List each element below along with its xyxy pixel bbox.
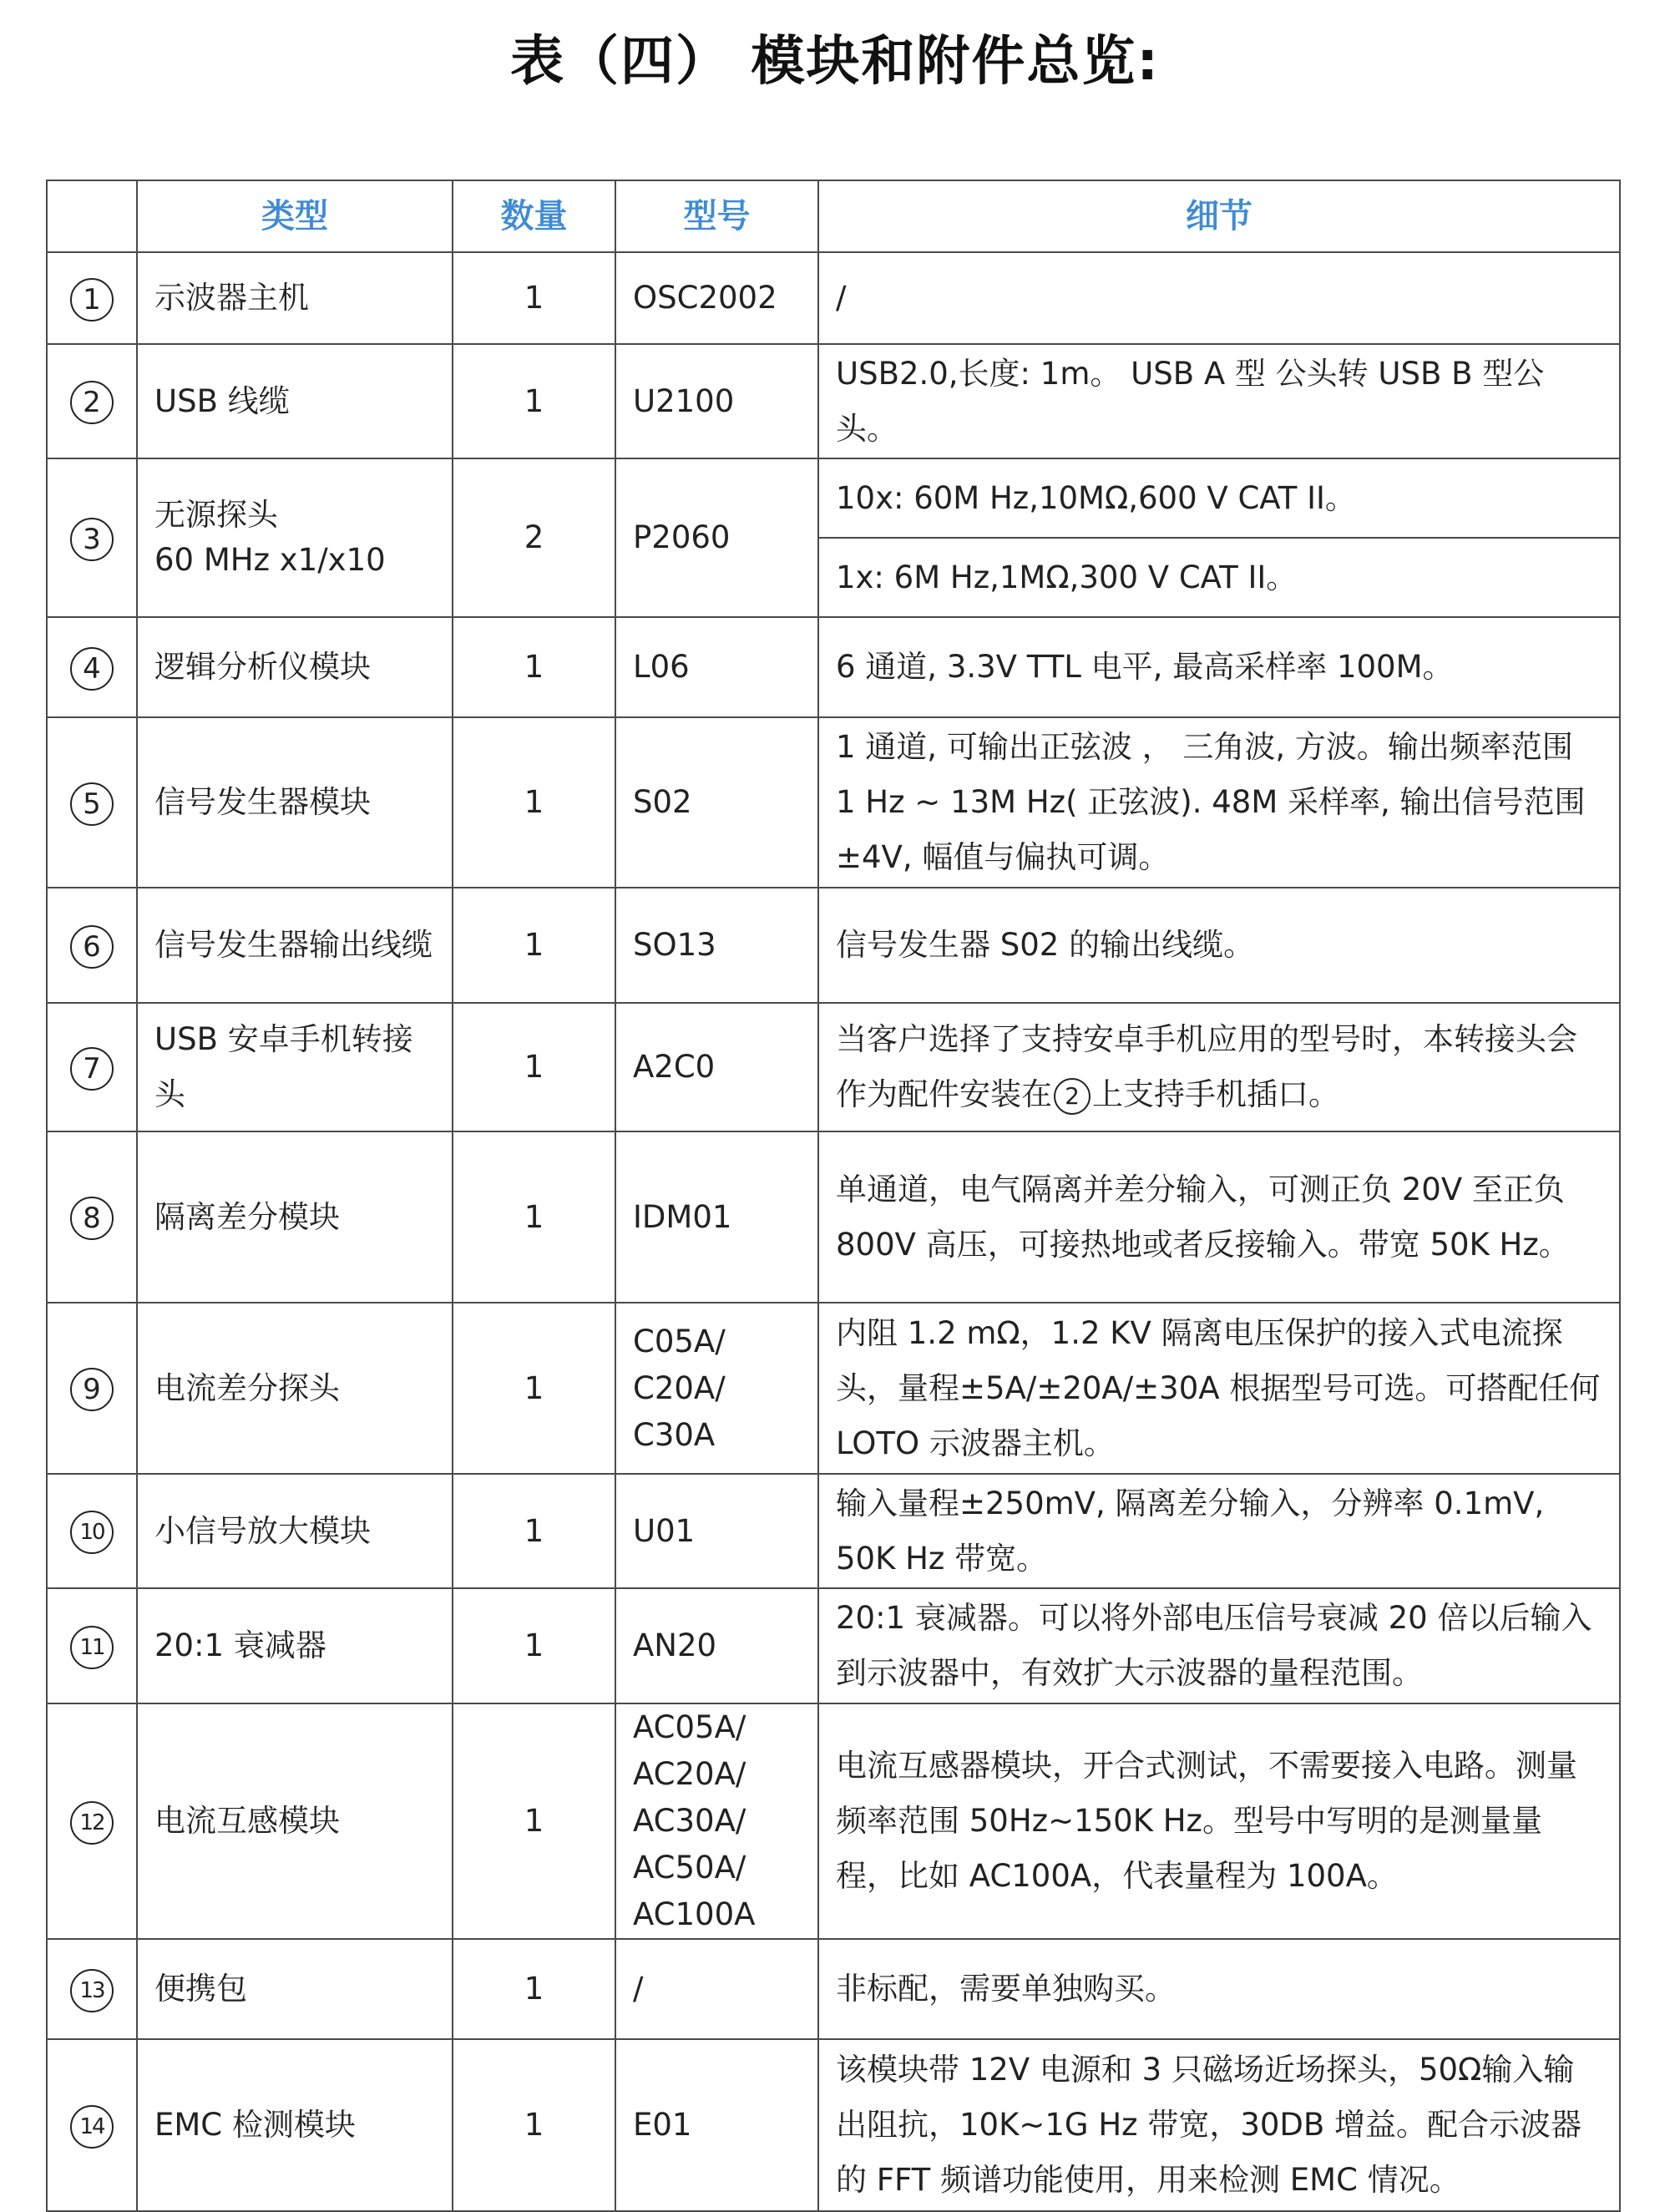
cell-type: 电流互感模块 [137,1703,453,1939]
cell-qty: 1 [453,252,615,344]
row-number: 2 [70,381,114,424]
cell-detail: 单通道，电气隔离并差分输入，可测正负 20V 至正负 800V 高压，可接热地或者反接输入。带宽 50K Hz。 [818,1131,1620,1303]
row-number: 7 [70,1047,114,1091]
cell-type: 信号发生器输出线缆 [137,888,453,1003]
table-row [47,344,1620,458]
cell-qty: 1 [453,617,615,717]
model-line: AC05A/ [633,1709,746,1745]
cell-type: 隔离差分模块 [137,1131,453,1303]
cell-detail: / [818,252,1620,344]
cell-qty: 2 [453,458,615,617]
cell-qty: 1 [453,344,615,458]
row-number: 4 [70,647,114,691]
table-row [47,252,1620,344]
cell-detail: 10x: 60M Hz,10MΩ,600 V CAT II。 [818,458,1620,538]
cell-type: 便携包 [137,1939,453,2039]
cell-type: 逻辑分析仪模块 [137,617,453,717]
cell-type: 20:1 衰减器 [137,1588,453,1703]
table-row [47,1131,1620,1303]
table-row [47,1474,1620,1588]
cell-model: IDM01 [615,1131,818,1303]
header-model: 型号 [615,180,818,252]
cell-detail: 1x: 6M Hz,1MΩ,300 V CAT II。 [818,538,1620,617]
cell-detail [818,1003,1620,1131]
cell-qty: 1 [453,1131,615,1303]
model-line: AC30A/ [633,1803,746,1839]
model-line: C30A [633,1416,716,1453]
cell-type [137,458,453,617]
cell-detail: 输入量程±250mV, 隔离差分输入，分辨率 0.1mV, 50K Hz 带宽。 [818,1474,1620,1588]
cell-type: EMC 检测模块 [137,2039,453,2211]
cell-model: P2060 [615,458,818,617]
table-row [47,888,1620,1003]
ref-number: 2 [1054,1078,1091,1115]
cell-detail: 20:1 衰减器。可以将外部电压信号衰减 20 倍以后输入到示波器中，有效扩大示波器的量程范围。 [818,1588,1620,1703]
header-num [47,180,137,252]
cell-detail: 电流互感器模块，开合式测试，不需要接入电路。测量频率范围 50Hz~150K Hz。型号中写明的是测量量程，比如 AC100A，代表量程为 100A。 [818,1703,1620,1939]
cell-qty: 1 [453,1939,615,2039]
cell-detail: USB2.0,长度: 1m。 USB A 型 公头转 USB B 型公头。 [818,344,1620,458]
cell-model: / [615,1939,818,2039]
row-number: 11 [70,1626,114,1669]
page-title: 表（四） 模块和附件总览: [510,31,1160,93]
table-row [47,1003,1620,1131]
cell-model: AN20 [615,1588,818,1703]
cell-type-line: 60 MHz x1/x10 [154,542,386,578]
cell-model: OSC2002 [615,252,818,344]
detail-text: 上支持手机插口。 [1092,1076,1339,1112]
cell-qty: 1 [453,888,615,1003]
cell-qty: 1 [453,1474,615,1588]
detail-text: 当客户选择了支持安卓手机应用的型号时，本转接头会作为配件安装在 [836,1021,1577,1112]
cell-model: S02 [615,717,818,888]
cell-detail: 1 通道, 可输出正弦波 ， 三角波, 方波。输出频率范围 1 Hz ~ 13M Hz( 正弦波). 48M 采样率, 输出信号范围±4V, 幅值与偏执可调。 [818,717,1620,888]
row-number: 12 [70,1801,114,1845]
row-number: 13 [70,1969,114,2012]
table-row [47,617,1620,717]
cell-model: L06 [615,617,818,717]
model-line: AC50A/ [633,1850,746,1886]
cell-detail: 6 通道, 3.3V TTL 电平, 最高采样率 100M。 [818,617,1620,717]
header-detail: 细节 [818,180,1620,252]
model-line: AC100A [633,1896,756,1932]
table-row [47,2039,1620,2211]
cell-model: U2100 [615,344,818,458]
table-row [47,1939,1620,2039]
cell-type: 电流差分探头 [137,1303,453,1474]
table-row [47,717,1620,888]
cell-model: E01 [615,2039,818,2211]
row-number: 9 [70,1368,114,1411]
row-number: 5 [70,782,114,826]
cell-model: SO13 [615,888,818,1003]
cell-detail: 内阻 1.2 mΩ，1.2 KV 隔离电压保护的接入式电流探头，量程±5A/±20A/±30A 根据型号可选。可搭配任何 LOTO 示波器主机。 [818,1303,1620,1474]
cell-type: USB 线缆 [137,344,453,458]
row-number: 6 [70,925,114,969]
row-number: 14 [70,2105,114,2149]
cell-qty: 1 [453,1303,615,1474]
cell-model: A2C0 [615,1003,818,1131]
model-line: C20A/ [633,1369,726,1406]
cell-type: USB 安卓手机转接头 [137,1003,453,1131]
cell-model: U01 [615,1474,818,1588]
model-line: C05A/ [633,1323,726,1359]
cell-detail: 信号发生器 S02 的输出线缆。 [818,888,1620,1003]
cell-qty: 1 [453,1588,615,1703]
cell-type: 示波器主机 [137,252,453,344]
cell-type: 信号发生器模块 [137,717,453,888]
table-row [47,458,1620,538]
cell-model [615,1303,818,1474]
table-row [47,1588,1620,1703]
cell-type-line: 无源探头 [154,497,278,533]
cell-detail: 该模块带 12V 电源和 3 只磁场近场探头，50Ω输入输出阻抗，10K~1G Hz 带宽，30DB 增益。配合示波器的 FFT 频谱功能使用，用来检测 EMC 情况。 [818,2039,1620,2211]
cell-qty: 1 [453,1703,615,1939]
header-qty: 数量 [453,180,615,252]
row-number: 3 [70,518,114,561]
cell-detail: 非标配，需要单独购买。 [818,1939,1620,2039]
cell-qty: 1 [453,2039,615,2211]
row-number: 1 [70,278,114,321]
header-type: 类型 [137,180,453,252]
row-number: 10 [70,1511,114,1554]
table-header-row [47,180,1620,252]
table-row [47,1303,1620,1474]
cell-qty: 1 [453,717,615,888]
row-number: 8 [70,1197,114,1240]
model-line: AC20A/ [633,1756,746,1792]
modules-table [46,180,1621,2212]
table-row [47,1703,1620,1939]
cell-model [615,1703,818,1939]
cell-type: 小信号放大模块 [137,1474,453,1588]
cell-qty: 1 [453,1003,615,1131]
